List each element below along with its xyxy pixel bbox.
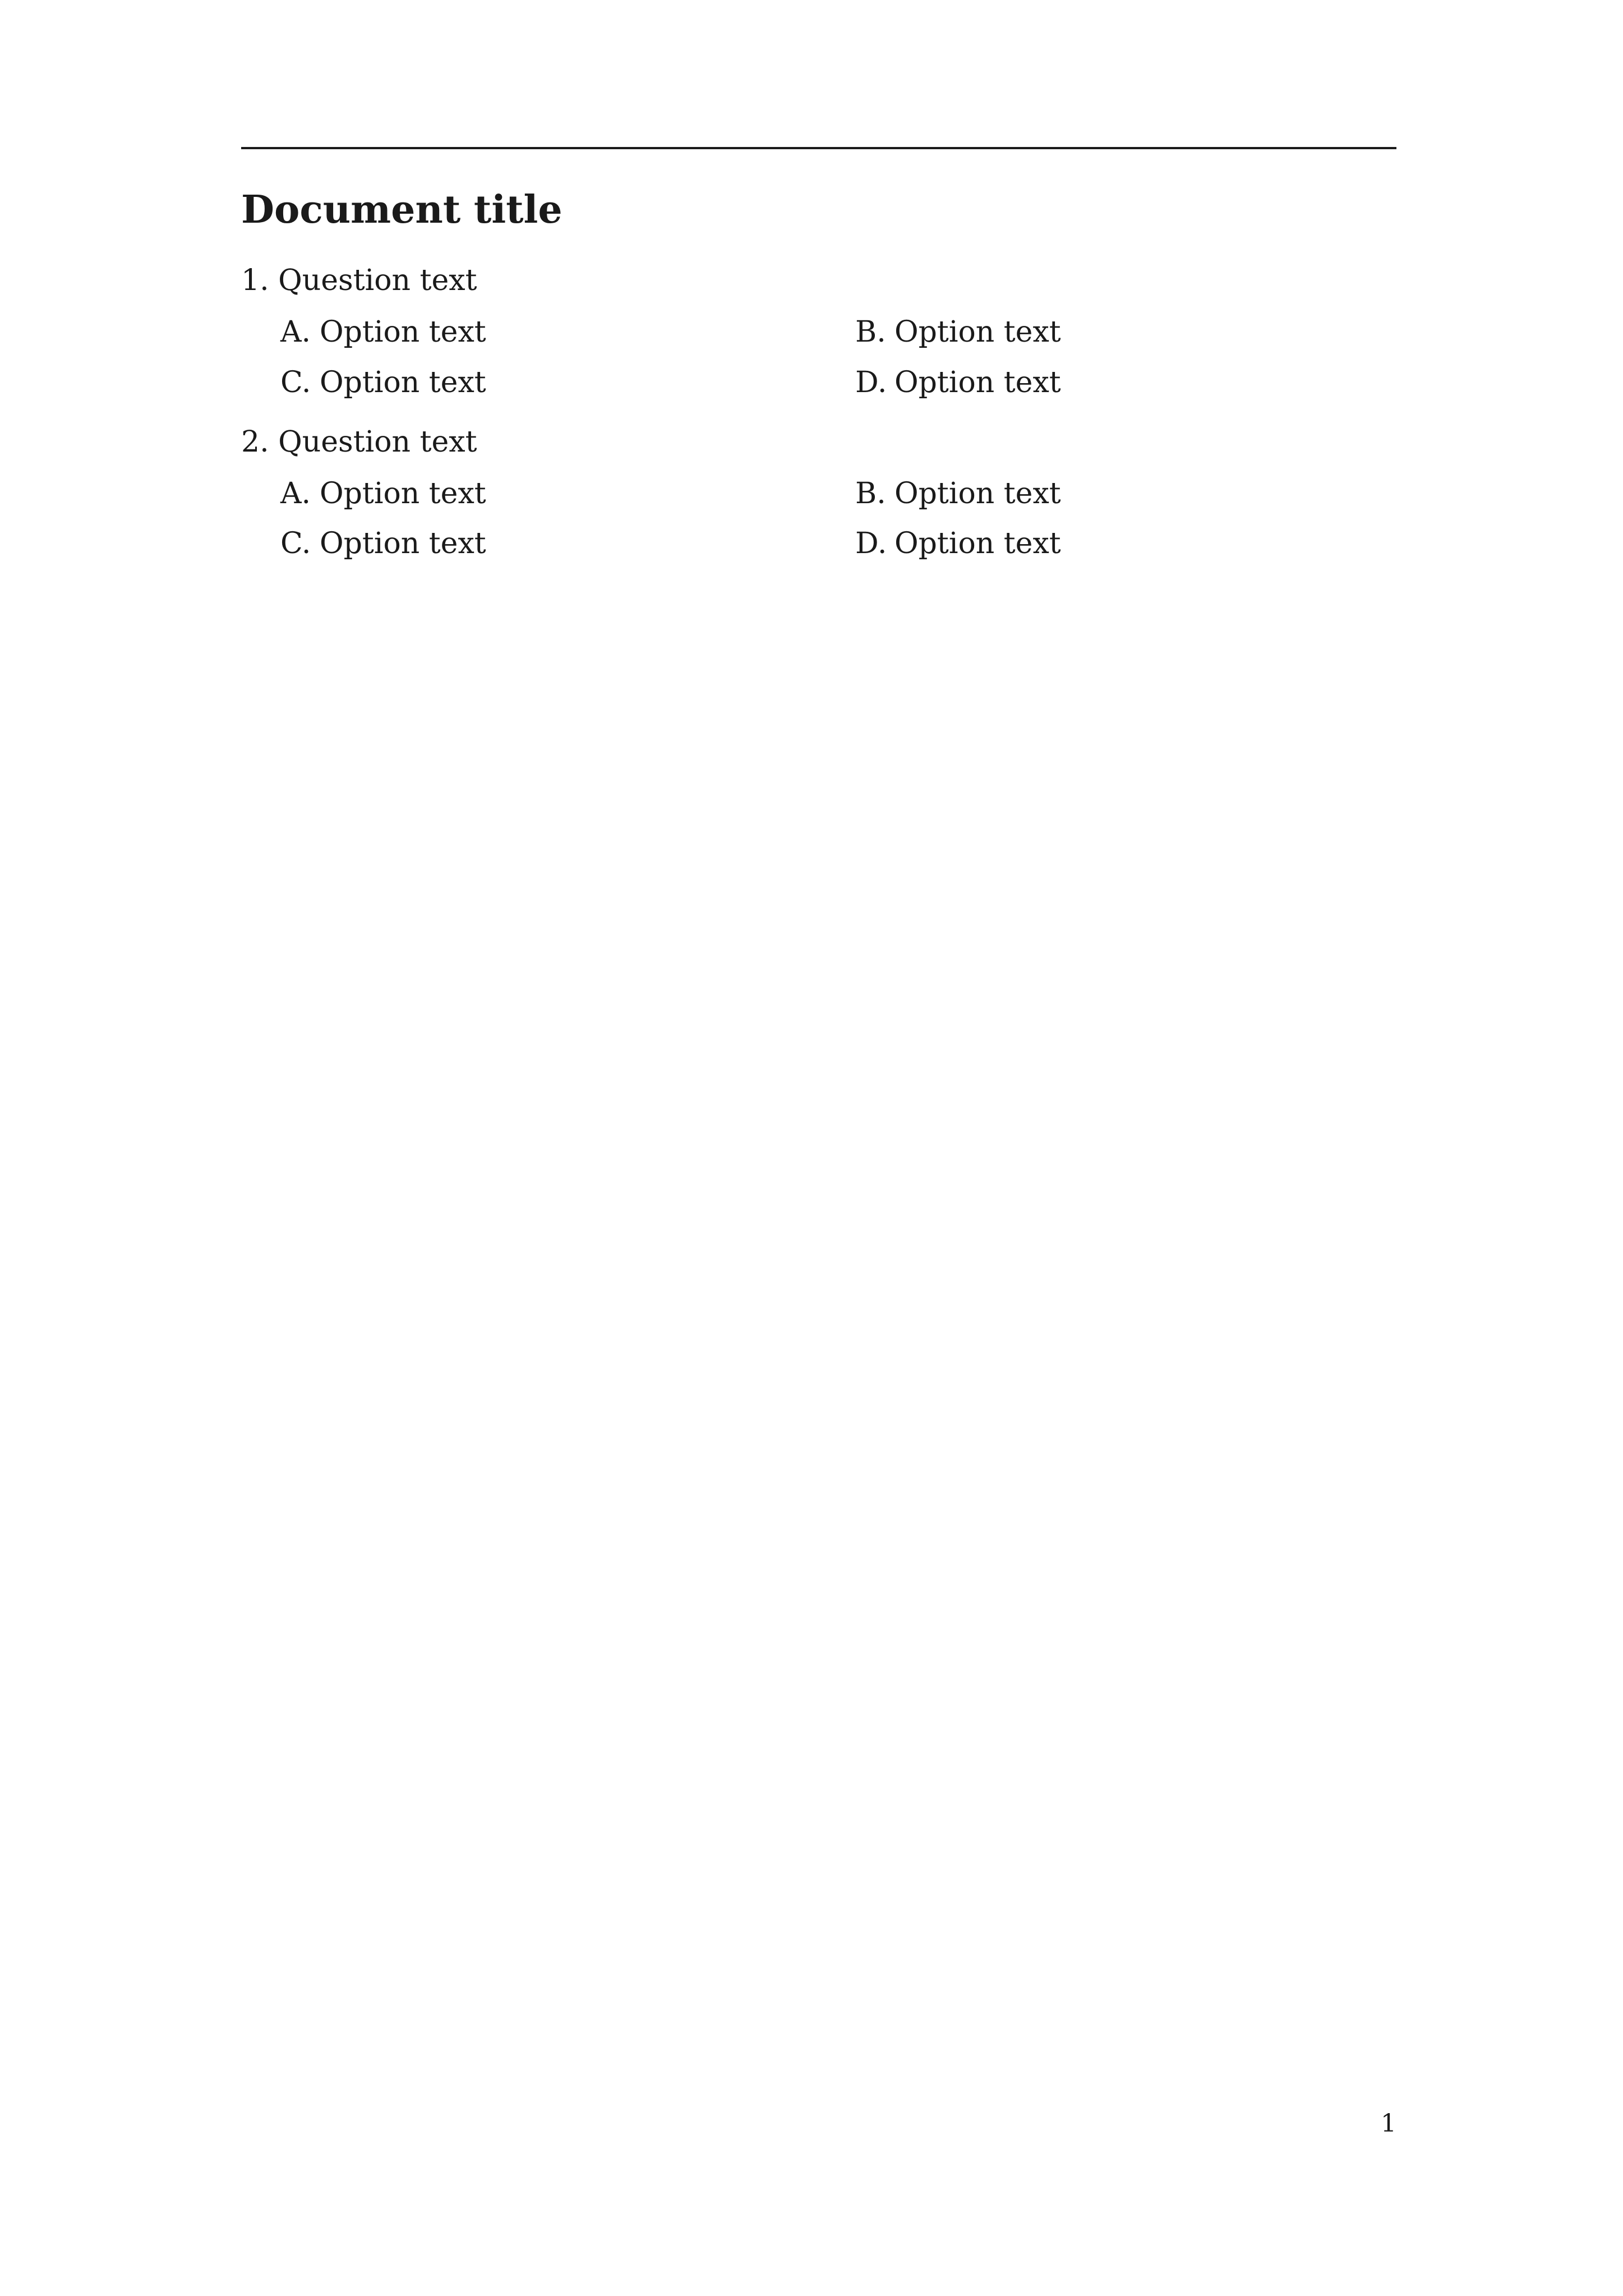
- page-content: [241, 185, 1396, 579]
- page-number: 1: [1381, 2109, 1396, 2138]
- option-label: A.: [280, 315, 311, 349]
- option-text: Option text: [895, 476, 1061, 510]
- header-rule: [241, 147, 1396, 149]
- question-stem: 2. Question text: [241, 425, 477, 459]
- option-text: Option text: [895, 527, 1061, 561]
- question-1: [241, 257, 1396, 408]
- option-text: Option text: [895, 365, 1061, 399]
- option-label: C.: [280, 365, 311, 399]
- option-text: Option text: [895, 315, 1061, 349]
- option-a: [280, 309, 822, 357]
- option-label: C.: [280, 527, 311, 561]
- option-text: Option text: [320, 476, 486, 510]
- option-label: A.: [280, 476, 311, 510]
- option-label: B.: [855, 315, 886, 349]
- option-c: [280, 359, 822, 407]
- question-2: [241, 418, 1396, 569]
- option-label: B.: [855, 476, 886, 510]
- question-stem: 1. Question text: [241, 264, 477, 298]
- option-text: Option text: [320, 527, 486, 561]
- option-d: [855, 359, 1396, 407]
- option-text: Option text: [320, 315, 486, 349]
- option-a: [280, 470, 822, 518]
- option-d: [855, 520, 1396, 568]
- option-c: [280, 520, 822, 568]
- option-list: [241, 307, 1396, 408]
- option-label: D.: [855, 365, 887, 399]
- option-label: D.: [855, 527, 887, 561]
- option-b: [855, 470, 1396, 518]
- document-title: Document title: [241, 187, 562, 232]
- option-b: [855, 309, 1396, 357]
- option-text: Option text: [320, 365, 486, 399]
- option-list: [241, 469, 1396, 570]
